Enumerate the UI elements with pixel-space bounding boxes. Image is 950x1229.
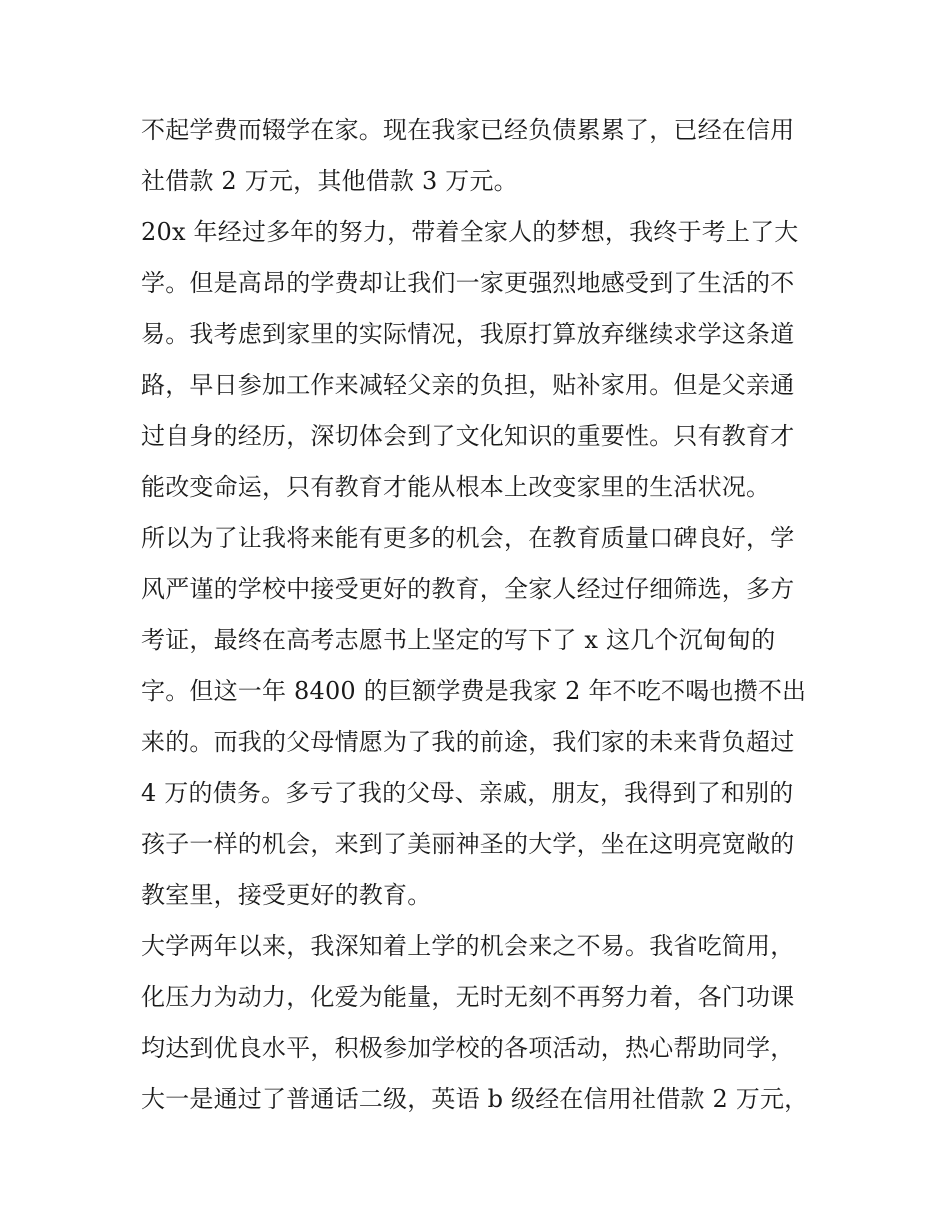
text-line: 教室里，接受更好的教育。 [141, 881, 432, 909]
text-line: 风严谨的学校中接受更好的教育，全家人经过仔细筛选，多方 [141, 575, 795, 603]
text-line: 路，早日参加工作来减轻父亲的负担，贴补家用。但是父亲通 [141, 371, 795, 399]
text-line: 社借款 2 万元，其他借款 3 万元。 [141, 167, 518, 195]
text-line: 过自身的经历，深切体会到了文化知识的重要性。只有教育才 [141, 422, 795, 450]
text-line: 字。但这一年 8400 的巨额学费是我家 2 年不吃不喝也攒不出 [141, 677, 807, 705]
text-line: 大学两年以来，我深知着上学的机会来之不易。我省吃简用， [141, 932, 795, 960]
text-line: 4 万的债务。多亏了我的父母、亲戚，朋友，我得到了和别的 [141, 779, 794, 807]
text-line: 考证，最终在高考志愿书上坚定的写下了 x 这几个沉甸甸的 [141, 626, 776, 654]
text-line: 大一是通过了普通话二级，英语 b 级经在信用社借款 2 万元， [141, 1085, 809, 1113]
text-line: 20x 年经过多年的努力，带着全家人的梦想，我终于考上了大 [141, 218, 799, 246]
text-line: 不起学费而辍学在家。现在我家已经负债累累了，已经在信用 [141, 116, 795, 144]
text-line: 孩子一样的机会，来到了美丽神圣的大学，坐在这明亮宽敞的 [141, 830, 795, 858]
text-line: 学。但是高昂的学费却让我们一家更强烈地感受到了生活的不 [141, 269, 795, 297]
text-line: 易。我考虑到家里的实际情况，我原打算放弃继续求学这条道 [141, 320, 795, 348]
text-line: 能改变命运，只有教育才能从根本上改变家里的生活状况。 [141, 473, 771, 501]
text-line: 来的。而我的父母情愿为了我的前途，我们家的未来背负超过 [141, 728, 795, 756]
text-line: 所以为了让我将来能有更多的机会，在教育质量口碑良好，学 [141, 524, 795, 552]
text-line: 化压力为动力，化爱为能量，无时无刻不再努力着，各门功课 [141, 983, 795, 1011]
document-body [141, 105, 817, 1125]
text-line: 均达到优良水平，积极参加学校的各项活动，热心帮助同学， [141, 1034, 795, 1062]
